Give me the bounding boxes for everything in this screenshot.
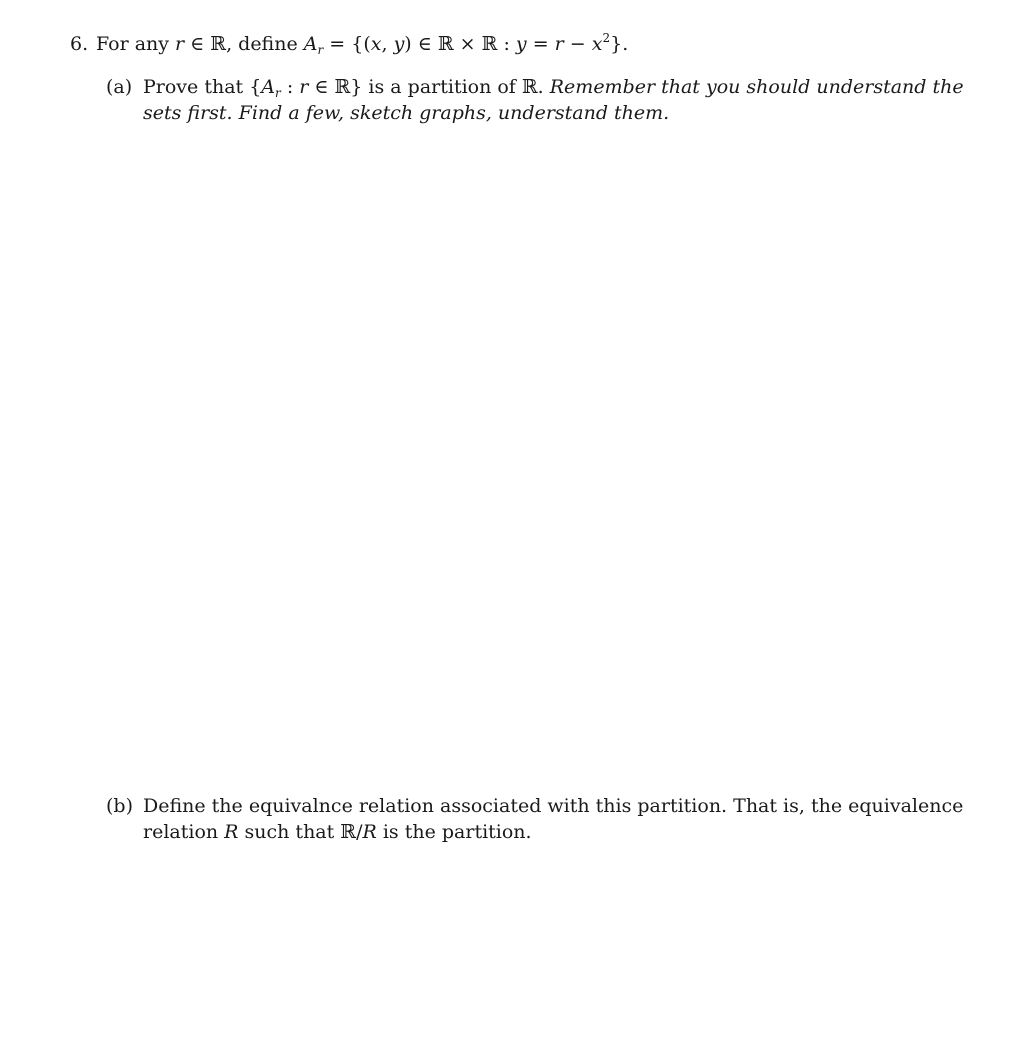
problem-statement [70, 31, 628, 57]
var-r: r [175, 33, 185, 55]
part-b-pre: relation [143, 821, 225, 843]
var-x: x [370, 33, 382, 55]
part-a-label: (a) [106, 76, 133, 98]
part-b-mid: such that ℝ/ [238, 821, 363, 843]
pair-comma: , [381, 33, 394, 55]
minus-sign: − [563, 33, 592, 55]
part-a-set-subscript: r [275, 86, 281, 100]
var-r2: r [554, 33, 564, 55]
set-close: }. [610, 33, 629, 55]
var-y2: y [515, 33, 527, 55]
part-b-line-2 [143, 819, 532, 845]
problem-number: 6. [70, 33, 89, 55]
part-b-post: is the partition. [376, 821, 532, 843]
part-a-prove-text: Prove that { [143, 76, 262, 98]
equals: = [526, 33, 555, 55]
set-subscript: r [317, 43, 324, 57]
problem-intro: For any [96, 33, 176, 55]
part-a-set-name: A [261, 76, 276, 98]
part-a-hint-1: Remember that you should understand the [549, 76, 964, 98]
part-a-line-1 [106, 74, 964, 100]
var-x2: x [591, 33, 603, 55]
part-a-in-reals: ∈ ℝ} is a partition of ℝ. [308, 76, 550, 98]
set-name: A [303, 33, 318, 55]
set-eq: = {( [323, 33, 371, 55]
part-b-line-1 [106, 793, 963, 819]
part-b-text-1: Define the equivalnce relation associated with this partition. That is, the equivalence [143, 795, 964, 817]
exponent: 2 [602, 31, 611, 45]
part-a-var-r: r [299, 76, 309, 98]
relation-r: R [224, 821, 239, 843]
relation-r2: R [362, 821, 377, 843]
in-reals-text: ∈ ℝ, define [184, 33, 304, 55]
part-a-colon: : [280, 76, 300, 98]
part-a-hint-2: sets first. Find a few, sketch graphs, understand them. [143, 102, 670, 124]
var-y: y [393, 33, 405, 55]
pair-close: ) ∈ ℝ × ℝ : [404, 33, 516, 55]
part-b-label: (b) [106, 795, 133, 817]
